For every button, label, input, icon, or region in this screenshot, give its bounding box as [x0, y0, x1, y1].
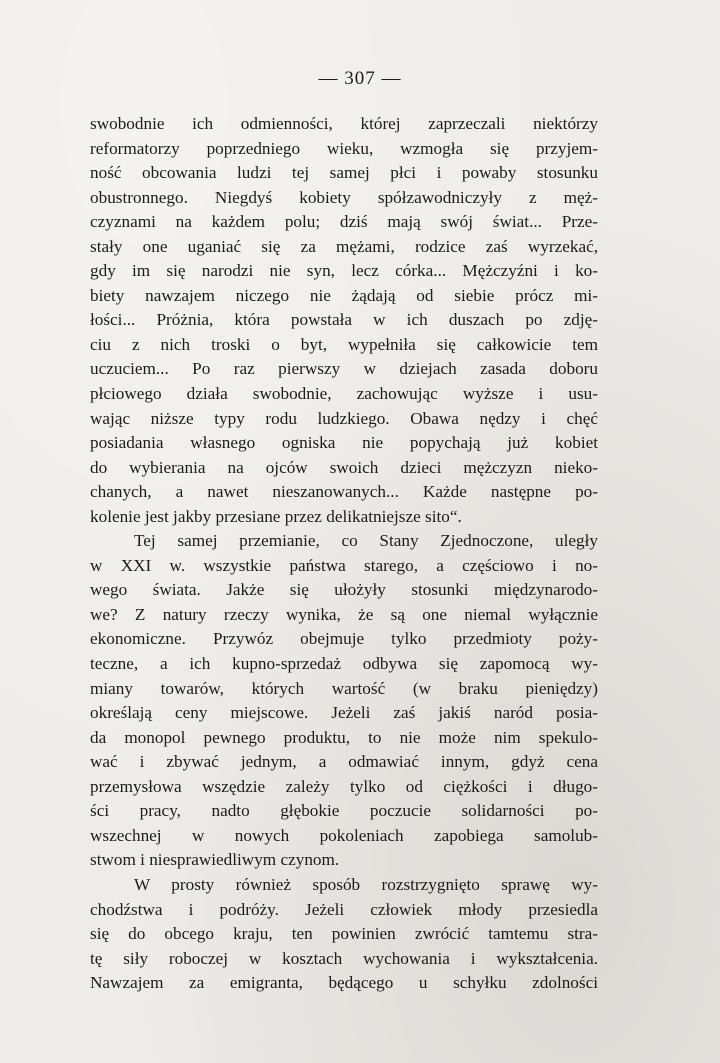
- text-line: reformatorzy poprzedniego wieku, wzmogła się przyjem-: [90, 138, 598, 158]
- text-line: gdy im się narodzi nie syn, lecz córka... Mężczyźni i ko-: [90, 261, 598, 281]
- text-line: obustronnego. Niegdyś kobiety spółzawodniczyły z męż-: [90, 187, 598, 207]
- text-line: swobodnie ich odmienności, której zaprzeczali niektórzy: [90, 114, 598, 133]
- text-line: biety nawzajem niczego nie żądają od siebie prócz mi-: [90, 285, 598, 305]
- text-line: uczuciem... Po raz pierwszy w dziejach zasada doboru: [90, 359, 598, 379]
- text-line: da monopol pewnego produktu, to nie może nim spekulo-: [90, 727, 598, 747]
- text-line: wając niższe typy rodu ludzkiego. Obawa nędzy i chęć: [90, 408, 598, 428]
- text-line: Tej samej przemianie, co Stany Zjednoczone, uległy: [134, 531, 598, 551]
- text-line: kolenie jest jakby przesiane przez delikatniejsze sito“.: [90, 506, 462, 526]
- text-line: ność obcowania ludzi tej samej płci i powaby stosunku: [90, 163, 598, 183]
- page-number: — 307 —: [318, 68, 402, 89]
- text-line: ekonomiczne. Przywóz obejmuje tylko przedmioty poży-: [90, 629, 598, 649]
- text-line: we? Z natury rzeczy wynika, że są one niemal wyłącznie: [90, 604, 598, 624]
- text-line: chanych, a nawet nieszanowanych... Każde następne po-: [90, 482, 598, 502]
- text-line: do wybierania na ojców swoich dzieci mężczyzn nieko-: [90, 457, 598, 477]
- text-line: W prosty również sposób rozstrzygnięto sprawę wy-: [134, 874, 598, 894]
- text-line: się do obcego kraju, ten powinien zwrócić tamtemu stra-: [90, 924, 598, 944]
- text-line: łości... Próżnia, która powstała w ich duszach po zdję-: [90, 310, 598, 330]
- text-line: określają ceny miejscowe. Jeżeli zaś jakiś naród posia-: [90, 703, 598, 723]
- text-line: przemysłowa wszędzie zależy tylko od ciężkości i długo-: [90, 776, 598, 796]
- text-line: ciu z nich troski o byt, wypełniła się całkowicie tem: [90, 334, 598, 354]
- text-line: wszechnej w nowych pokoleniach zapobiega samolub-: [90, 825, 598, 845]
- text-line: stały one uganiać się za mężami, rodzice zaś wyrzekać,: [90, 236, 598, 256]
- text-line: ści pracy, nadto głębokie poczucie solidarności po-: [90, 801, 598, 821]
- text-line: chodźstwa i podróży. Jeżeli człowiek młody przesiedla: [90, 899, 598, 919]
- text-line: w XXI w. wszystkie państwa starego, a częściowo i no-: [90, 555, 598, 575]
- text-line: czyznami na każdem polu; dziś mają swój świat... Prze-: [90, 212, 598, 232]
- text-line: teczne, a ich kupno-sprzedaż odbywa się zapomocą wy-: [90, 654, 598, 674]
- text-line: płciowego działa swobodnie, zachowując wyższe i usu-: [90, 384, 598, 404]
- text-line: Nawzajem za emigranta, będącego u schyłku zdolności: [90, 973, 598, 993]
- text-line: wać i zbywać jednym, a odmawiać innym, gdyż cena: [90, 752, 598, 772]
- text-line: wego świata. Jakże się ułożyły stosunki międzynarodo-: [90, 580, 598, 600]
- text-line: posiadania własnego ogniska nie popychają już kobiet: [90, 433, 598, 453]
- body-text: [90, 112, 598, 996]
- text-line: stwom i niesprawiedliwym czynom.: [90, 850, 340, 870]
- text-line: tę siły roboczej w kosztach wychowania i wykształcenia.: [90, 948, 598, 968]
- text-line: miany towarów, których wartość (w braku pieniędzy): [90, 678, 598, 698]
